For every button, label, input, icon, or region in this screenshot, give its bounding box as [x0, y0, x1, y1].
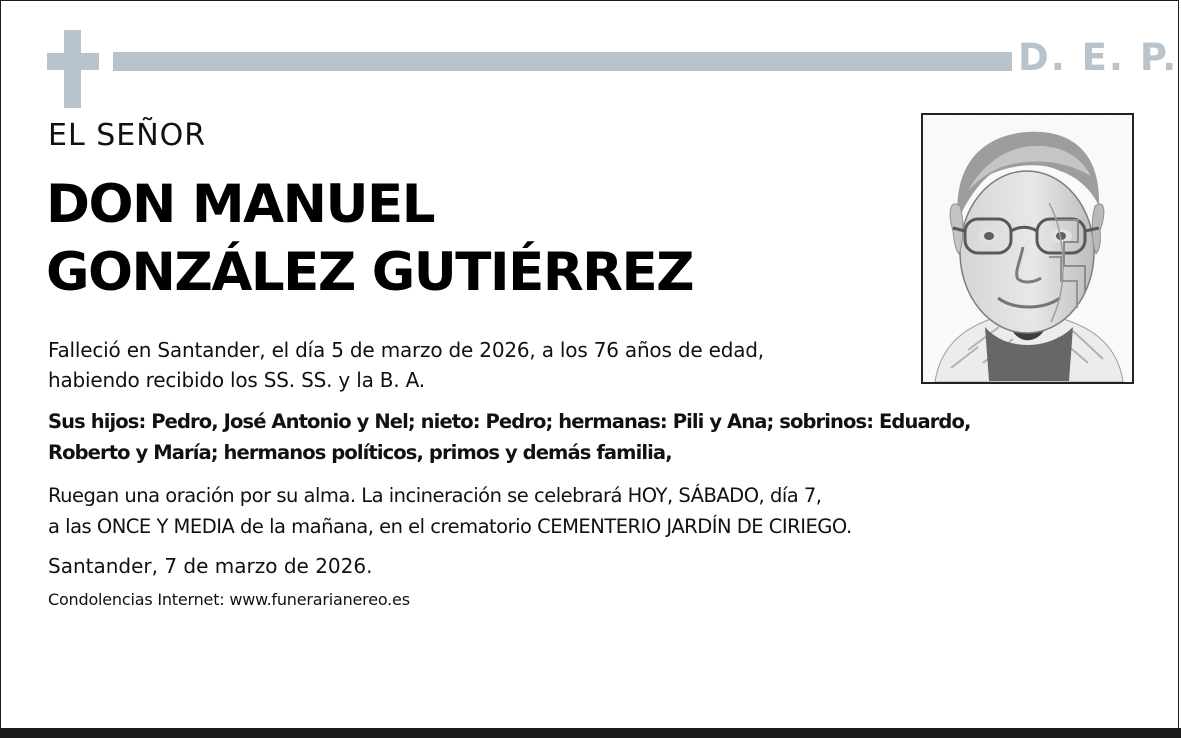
family-line-2: Roberto y María; hermanos políticos, primos y demás familia, — [48, 441, 672, 464]
family-notice — [48, 406, 970, 468]
ceremony-line-2: a las ONCE Y MEDIA de la mañana, en el crematorio CEMENTERIO JARDÍN DE CIRIEGO. — [48, 515, 852, 538]
cross-horizontal-bar — [47, 53, 99, 70]
family-line-1: Sus hijos: Pedro, José Antonio y Nel; nieto: Pedro; hermanas: Pili y Ana; sobrinos: Eduardo, — [48, 410, 971, 433]
place-date: Santander, 7 de marzo de 2026. — [48, 554, 373, 578]
deceased-name — [46, 171, 693, 307]
ceremony-line-1: Ruegan una oración por su alma. La incineración se celebrará HOY, SÁBADO, día 7, — [48, 484, 822, 507]
honorific-label: EL SEÑOR — [48, 118, 207, 153]
bottom-border — [0, 728, 1181, 738]
deceased-name-line-2: GONZÁLEZ GUTIÉRREZ — [46, 242, 694, 303]
deceased-photo — [921, 113, 1134, 384]
death-notice-line-1: Falleció en Santander, el día 5 de marzo de 2026, a los 76 años de edad, — [48, 338, 764, 362]
death-notice — [48, 335, 764, 395]
portrait-illustration — [923, 115, 1132, 382]
dep-label: D. E. P. — [1018, 36, 1179, 79]
header-rule — [113, 52, 1012, 71]
death-notice-line-2: habiendo recibido los SS. SS. y la B. A. — [48, 368, 425, 392]
deceased-name-line-1: DON MANUEL — [46, 174, 434, 235]
ceremony-notice — [48, 480, 852, 542]
condolences-link-text: Condolencias Internet: www.funerarianereo.es — [48, 590, 410, 609]
